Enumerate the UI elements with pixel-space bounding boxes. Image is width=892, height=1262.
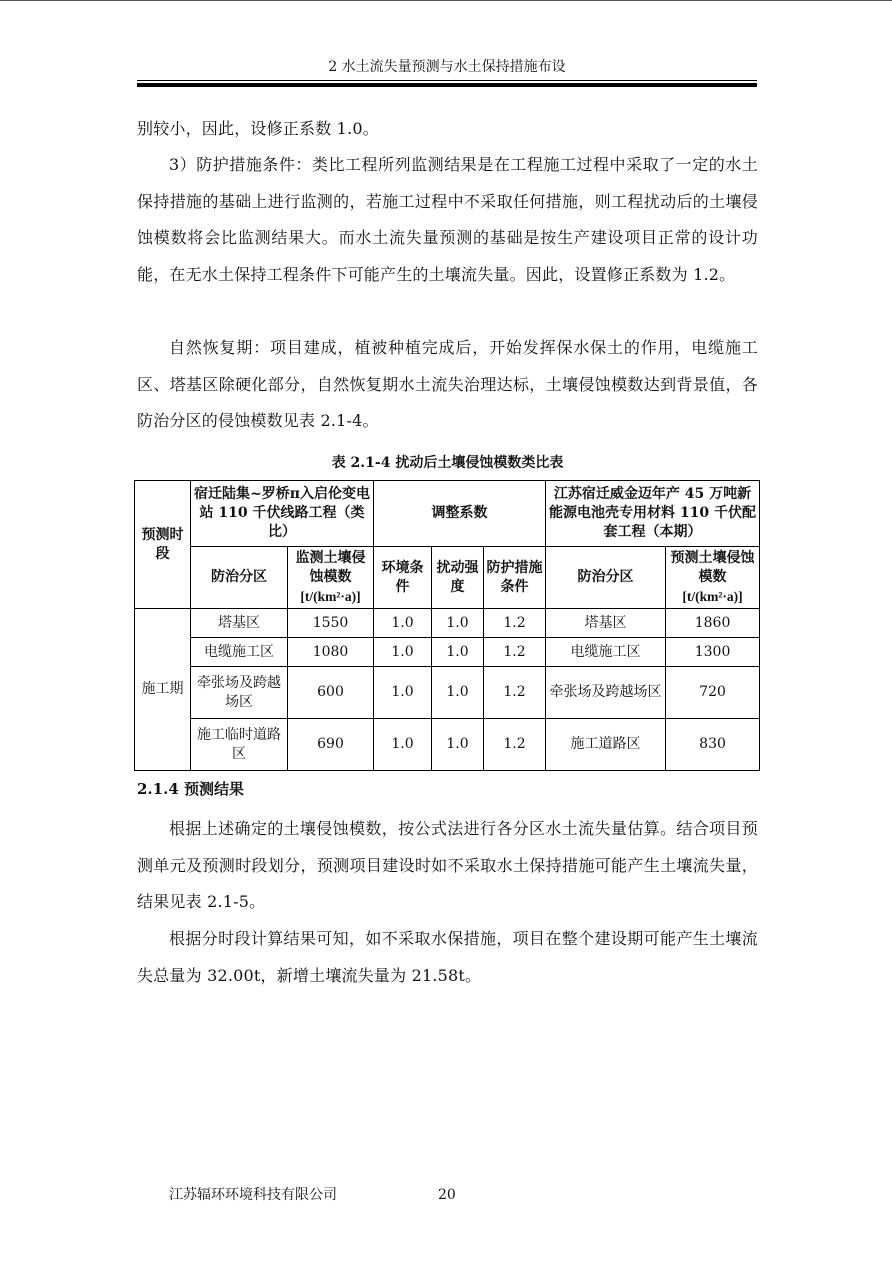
page-header-title: 2 水土流失量预测与水土保持措施布设: [328, 59, 566, 75]
protect-cell: 1.2: [484, 638, 546, 667]
zone2-cell: 牵张场及跨越场区: [546, 667, 666, 719]
header-period: 预测时段: [135, 481, 191, 609]
header-predict-modulus: 预测土壤侵蚀模数 [t/(km²·a)]: [666, 547, 760, 609]
page-number: 20: [438, 1187, 456, 1203]
protect-cell: 1.2: [484, 609, 546, 638]
header-protect: 防护措施条件: [484, 547, 546, 609]
table-row: [135, 667, 760, 719]
predict-cell: 830: [666, 719, 760, 771]
top-border-line: [0, 0, 892, 1]
erosion-modulus-table: [134, 480, 760, 771]
monitor-cell: 1080: [288, 638, 374, 667]
table-row: [135, 719, 760, 771]
header-analog-project: 宿迁陆集~罗桥π入启伦变电站 110 千伏线路工程（类比）: [191, 481, 374, 547]
zone2-cell: 电缆施工区: [546, 638, 666, 667]
paragraph-protection-measures: 3）防护措施条件：类比工程所列监测结果是在工程施工过程中采取了一定的水土保持措施的基础上进行监测的，若施工过程中不采取任何措施，则工程扰动后的土壤侵蚀模数将会比监测结果大。而水土流失量预测的基础是按生产建设项目正常的设计功能，在无水土保持工程条件下可能产生的土壤流失量。因此，设置修正系数为 1.2。: [137, 155, 758, 284]
monitor-cell: 1550: [288, 609, 374, 638]
env-cell: 1.0: [374, 609, 432, 638]
header-zone2: 防治分区: [546, 547, 666, 609]
header-zone: 防治分区: [191, 547, 288, 609]
header-rule-thin: [137, 80, 757, 81]
protect-cell: 1.2: [484, 719, 546, 771]
intensity-cell: 1.0: [432, 719, 484, 771]
protect-cell: 1.2: [484, 667, 546, 719]
monitor-cell: 690: [288, 719, 374, 771]
zone-cell: 电缆施工区: [191, 638, 288, 667]
paragraph-natural-recovery: 自然恢复期：项目建成，植被种植完成后，开始发挥保水保土的作用，电缆施工区、塔基区除硬化部分，自然恢复期水土流失治理达标，土壤侵蚀模数达到背景值，各防治分区的侵蚀模数见表 2.1-4。: [137, 338, 758, 431]
header-env: 环境条件: [374, 547, 432, 609]
header-unit: [t/(km²·a)]: [300, 588, 361, 604]
env-cell: 1.0: [374, 667, 432, 719]
header-adjust-coefficients: 调整系数: [374, 481, 546, 547]
header-monitor-modulus: 监测土壤侵蚀模数 [t/(km²·a)]: [288, 547, 374, 609]
zone-cell: 塔基区: [191, 609, 288, 638]
monitor-cell: 600: [288, 667, 374, 719]
intensity-cell: 1.0: [432, 638, 484, 667]
zone-cell: 施工临时道路区: [191, 719, 288, 771]
predict-cell: 1860: [666, 609, 760, 638]
header-rule-thick: [137, 83, 757, 87]
zone2-cell: 塔基区: [546, 609, 666, 638]
table-row: [135, 609, 760, 638]
footer-company-name: 江苏辐环环境科技有限公司: [169, 1187, 337, 1203]
predict-cell: 1300: [666, 638, 760, 667]
intensity-cell: 1.0: [432, 609, 484, 638]
env-cell: 1.0: [374, 638, 432, 667]
header-intensity: 扰动强度: [432, 547, 484, 609]
table-caption: 表 2.1-4 扰动后土壤侵蚀模数类比表: [331, 455, 564, 471]
intensity-cell: 1.0: [432, 667, 484, 719]
zone-cell: 牵张场及跨越场区: [191, 667, 288, 719]
paragraph-correction-coefficient: 别较小，因此，设修正系数 1.0。: [137, 119, 379, 138]
paragraph-results-summary: 根据分时段计算结果可知，如不采取水保措施，项目在整个建设期可能产生土壤流失总量为 32.00t，新增土壤流失量为 21.58t。: [137, 929, 758, 985]
predict-cell: 720: [666, 667, 760, 719]
header-this-project: 江苏宿迁威金迈年产 45 万吨新能源电池壳专用材料 110 千伏配套工程（本期）: [546, 481, 760, 547]
header-unit-2: [t/(km²·a)]: [682, 588, 743, 604]
paragraph-estimation-method: 根据上述确定的土壤侵蚀模数，按公式法进行各分区水土流失量估算。结合项目预测单元及预测时段划分，预测项目建设时如不采取水土保持措施可能产生土壤流失量，结果见表 2.1-5。: [137, 819, 758, 912]
period-cell: 施工期: [135, 609, 191, 771]
env-cell: 1.0: [374, 719, 432, 771]
table-row: [135, 638, 760, 667]
section-heading: 2.1.4 预测结果: [137, 780, 244, 798]
zone2-cell: 施工道路区: [546, 719, 666, 771]
